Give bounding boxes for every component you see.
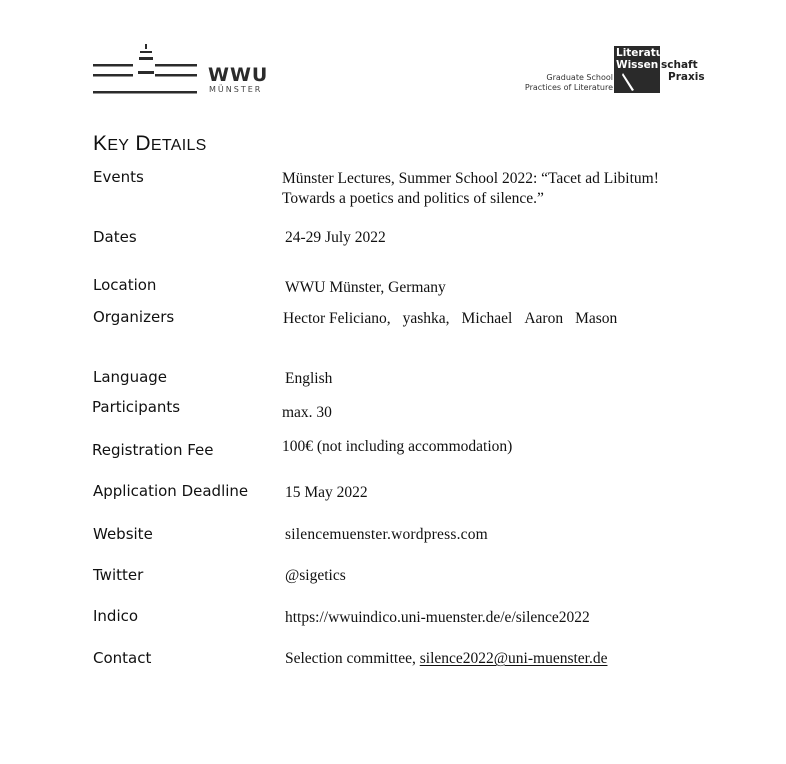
application-deadline-value: 15 May 2022	[285, 484, 368, 501]
twitter-label: Twitter	[93, 566, 144, 584]
contact-prefix: Selection committee,	[285, 650, 420, 667]
indico-value[interactable]: https://wwuindico.uni-muenster.de/e/silence2022	[285, 609, 590, 626]
graduate-school-line1: Graduate School	[546, 73, 613, 82]
graduate-school-right-line1: schaft	[661, 59, 698, 71]
page-title	[93, 132, 207, 156]
graduate-school-line2: Practices of Literature	[524, 83, 613, 92]
graduate-school-right-text	[661, 59, 705, 83]
wwu-logo	[93, 44, 273, 100]
page-title-d: D	[135, 132, 151, 155]
graduate-school-box-line2: Wissen	[616, 59, 659, 71]
organizers-value	[283, 309, 629, 329]
participants-value: max. 30	[282, 404, 332, 421]
organizer-name: Michael	[461, 310, 513, 327]
wwu-logo-word: WWU	[208, 64, 269, 86]
graduate-school-right-line2: Praxis	[668, 71, 705, 83]
language-label: Language	[93, 368, 168, 386]
events-value	[282, 169, 659, 209]
twitter-value[interactable]: @sigetics	[285, 567, 346, 584]
registration-fee-label: Registration Fee	[92, 441, 214, 459]
organizer-name: yashka,	[402, 310, 450, 327]
page-title-k: K	[93, 132, 108, 155]
page-title-ey: EY	[107, 137, 130, 154]
participants-label: Participants	[92, 398, 181, 416]
organizer-name: Aaron	[524, 310, 564, 327]
events-value-line1: Münster Lectures, Summer School 2022: “Tacet ad Libitum!	[282, 170, 659, 187]
dates-label: Dates	[93, 228, 137, 246]
organizer-name: Hector Feliciano,	[283, 310, 391, 327]
organizer-name: Mason	[575, 310, 618, 327]
graduate-school-box-line1: Literatur	[616, 47, 669, 59]
graduate-school-caption	[525, 73, 613, 93]
events-value-line2: Towards a poetics and politics of silence.”	[282, 190, 544, 207]
wwu-logo-subtitle: MÜNSTER	[209, 85, 263, 94]
page-title-etails: ETAILS	[150, 137, 207, 154]
events-label: Events	[93, 168, 144, 186]
language-value: English	[285, 370, 333, 387]
location-value: WWU Münster, Germany	[285, 279, 446, 296]
website-label: Website	[93, 525, 153, 543]
location-label: Location	[93, 276, 157, 294]
indico-label: Indico	[93, 607, 139, 625]
website-value[interactable]: silencemuenster.wordpress.com	[285, 526, 488, 543]
contact-email-link[interactable]: silence2022@uni-muenster.de	[419, 650, 608, 667]
dates-value: 24-29 July 2022	[285, 229, 386, 246]
registration-fee-value: 100€ (not including accommodation)	[282, 438, 513, 455]
graduate-school-logo	[500, 44, 705, 96]
application-deadline-label: Application Deadline	[93, 482, 249, 500]
organizers-label: Organizers	[93, 308, 175, 326]
contact-value	[285, 649, 607, 669]
wwu-logo-bars	[93, 44, 203, 96]
contact-label: Contact	[93, 649, 152, 667]
quill-icon	[622, 72, 636, 92]
